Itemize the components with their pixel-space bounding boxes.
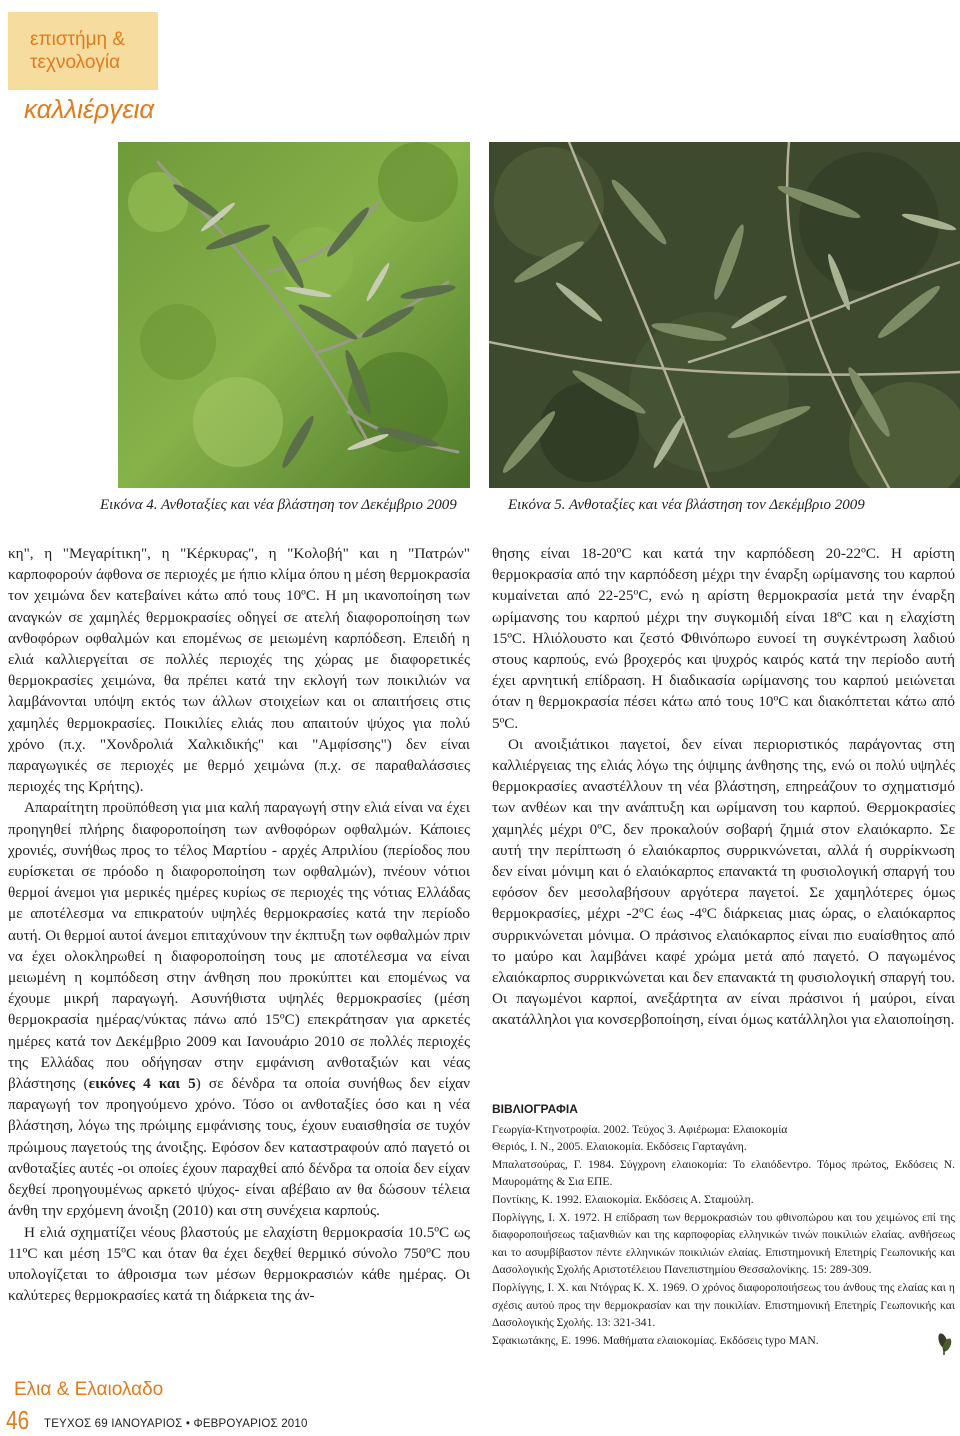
paragraph: Η ελιά σχηματίζει νέους βλαστούς με ελαχίστη θερμοκρασία 10.5ºC ως 11ºC και μέση 15ºC και όταν θα έχει δεχθεί θερμικό σύνολο 750ºC που υπολογίζεται το άθροισμα των μέσων θερμοκρασιών κάθε ημέρας. Οι καλύτερες θερμοκρασίες κατά τη διάρκεια της άν- bbox=[8, 1223, 470, 1305]
figure-4-caption: Εικόνα 4. Ανθοταξίες και νέα βλάστηση τον Δεκέμβριο 2009 bbox=[100, 497, 457, 513]
bibliography-entry: Πορλίγγης, Ι. Χ. και Ντόγρας Κ. Χ. 1969. Ο χρόνος διαφοροποιήσεως του άνθους της ελαίας και η σχέσις αυτού προς την θερμοκρασίαν και την ποικιλίαν. Επιστημονική Επετηρίς Γεωπονικής και Δασολογικής Σχολής. 13: 321-341. bbox=[492, 1280, 955, 1330]
figure-4-photo bbox=[118, 142, 470, 488]
bibliography-entry: Ποντίκης, Κ. 1992. Ελαιοκομία. Εκδόσεις Α. Σταμούλη. bbox=[492, 1192, 754, 1206]
section-label-line1: επιστήμη & bbox=[30, 29, 126, 50]
figure-5-caption: Εικόνα 5. Ανθοταξίες και νέα βλάστηση τον Δεκέμβριο 2009 bbox=[508, 497, 865, 513]
paragraph: κη", η "Μεγαρίτικη", η "Κέρκυρας", η "Κολοβή" και η "Πατρών" καρποφορούν άφθονα σε περιοχές με ήπιο κλίμα όπου η μέση θερμοκρασία τον χειμώνα δεν κατεβαίνει κάτω από τους 10ºC. Η μη ικανοποίηση των αναγκών σε χαμηλές θερμοκρασίες οδηγεί σε ατελή διαφοροποίηση των ανθοφόρων οφθαλμών και επομένως σε μειωμένη καρπόδεση. Επειδή η ελιά καλλιεργείται σε πολλές περιοχές της χώρας με διαφορετικές θερμοκρασίες χειμώνα, θα πρέπει κατά την εκλογή των ποικιλιών να λαμβάνονται υπόψη εκτός των άλλων στοιχείων και οι απαιτήσεις στις χαμηλές θερμοκρασίες. Ποικιλίες ελιάς που απαιτούν ψύχος για πολύ χρόνο (π.χ. "Χονδρολιά Χαλκιδικής" και "Αμφίσσης") δεν είναι παραγωγικές σε περιοχές με θερμό χειμώνα (π.χ. σε παραθαλάσσιες περιοχές της Κρήτης). bbox=[8, 545, 470, 796]
bibliography-title: ΒΙΒΛΙΟΓΡΑΦΙΑ bbox=[492, 1102, 578, 1116]
bibliography-entry: Γεωργία-Κτηνοτροφία. 2002. Τεύχος 3. Αφιέρωμα: Ελαιοκομία bbox=[492, 1122, 788, 1136]
bibliography-entry: Σφακιωτάκης, Ε. 1996. Μαθήματα ελαιοκομίας. Εκδόσεις typo MAN. bbox=[492, 1333, 819, 1347]
magazine-title: Ελια & Ελαιολαδο bbox=[14, 1379, 164, 1400]
section-label-box bbox=[8, 12, 158, 90]
olive-leaf-end-icon bbox=[934, 1332, 954, 1361]
paragraph bbox=[8, 797, 470, 1221]
bibliography-entry: Πορλίγγης, Ι. Χ. 1972. Η επίδραση των θερμοκρασιών του φθινοπώρου και του χειμώνος επί της διαφοροποιήσεως ταξιανθιών και της καρποφορίας ελληνικών τινών ποικιλιών ελαίας. ανθήσεως και το ασυμβίβαστον πέντε ελληνικών ποικιλιών ελαίας. Επιστημονική Επετηρίς Γεωπονικής και Δασολογικής Σχολής Αριστοτέλειου Πανεπιστημίου Θεσσαλονίκης. 15: 289-309. bbox=[492, 1210, 955, 1277]
subsection-title: καλλιέργεια bbox=[24, 94, 155, 124]
page-number: 46 bbox=[6, 1405, 30, 1435]
issue-info: ΤΕΥΧΟΣ 69 ΙΑΝΟΥΑΡΙΟΣ • ΦΕΒΡΟΥΑΡΙΟΣ 2010 bbox=[44, 1418, 308, 1430]
bibliography-entry: Θεριός, Ι. Ν., 2005. Ελαιοκομία. Εκδόσεις Γαρταγάνη. bbox=[492, 1140, 747, 1154]
bibliography bbox=[492, 1101, 955, 1349]
figure-reference: εικόνες 4 και 5 bbox=[88, 1075, 196, 1093]
paragraph: Οι ανοιξιάτικοι παγετοί, δεν είναι περιοριστικός παράγοντας στη καλλιέργειας της ελιάς λόγω της όψιμης άνθησης της, ενώ οι πολύ υψηλές θερμοκρασίες αναστέλλουν τη νέα βλάστηση, επηρεάζουν το σχηματισμό των ανθέων και την ανάπτυξη και ωρίμανση του καρπού. Θερμοκρασίες χαμηλές μέχρι 0ºC, δεν προκαλούν σοβαρή ζημιά στον ελαιόκαρπο. Σε αυτή την περίπτωση ό ελαιόκαρπος συρρικνώνεται, αλλά ή συρρίκνωση δεν είναι μόνιμη και ό ελαιόκαρπος επανακτά τη φυσιολογική σπαργή του εφόσον δεν μεσολαβήσουν αργότερα παγετοί. Σε χαμηλότερες όμως θερμοκρασίες, μέχρι -2ºC έως -4ºC διάρκειας μιας ώρας, ο ελαιόκαρπος συρρικνώνεται μόνιμα. Ο πράσινος ελαιόκαρπος είναι πιο ευαίσθητος από το μαύρο και λαμβάνει καφέ χρώμα μετά από παγετό. Ο παγωμένος ελαιόκαρπος συρρικνώνεται και δεν επανακτά τη φυσιολογική σπαργή του. Οι παγωμένοι καρποί, ανεξάρτητα αν είναι πράσινοι ή μαύροι, είναι ακατάλληλοι για κονσερβοποίηση, είναι όμως κατάλληλοι για ελαιοποίηση. bbox=[492, 735, 955, 1029]
paragraph-text: Απαραίτητη προϋπόθεση για μια καλή παραγωγή στην ελιά είναι να έχει προηγηθεί πλήρης διαφοροποίηση των ανθοφόρων οφθαλμών. Κάποιες χρονιές, συνήθως προς το τέλος Μαρτίου - αρχές Απριλίου (περίοδος που ευρίσκεται σε πρόοδο η διαφοροποίηση των οφθαλμών), πνέουν νότιοι θερμοί άνεμοι για μερικές ημέρες κυρίως σε περιοχές της νότιας Ελλάδας με αποτέλεσμα να επικρατούν υψηλές θερμοκρασίες κατά την περίοδο αυτή. Οι θερμοί αυτοί άνεμοι επιταχύνουν την έκπτυξη των οφθαλμών πριν να έχει ολοκληρωθεί η διαφοροποίηση τους με αποτέλεσμα να είναι μειωμένη η κομπόδεση στην άνθηση που προκύπτει και επομένως να έχουμε μικρή παραγωγή. Ασυνήθιστα υψηλές θερμοκρασίες (μέση θερμοκρασία ημέρας/νύκτας πάνω από 15ºC) επεκράτησαν για αρκετές ημέρες κατά τον Δεκέμβριο 2009 και Ιανουάριο 2010 σε πολλές περιοχές της Ελλάδας που οδήγησαν στην εμφάνιση ανθοταξιών και νέας βλάστησης ( bbox=[8, 799, 470, 1093]
paragraph-text: ) σε δένδρα τα οποία συνήθως δεν είχαν παραγωγή τον προηγούμενο χρόνο. Τόσο οι ανθοταξίες όσο και η νέα βλάστηση, λόγω της πρώιμης εμφάνισης τους, έχουν ευαισθησία σε τυχόν πρώιμους παγετούς της άνοιξης. Εφόσον δεν καταστραφούν από παγετό οι ανθοταξίες αυτές -οι οποίες έχουν παραχθεί από δένδρα τα οποία δεν είχαν δεχθεί προηγουμένως αρκετό ψύχος- είναι αβέβαιο αν θα δώσουν τέλεια άνθη την ερχόμενη άνοιξη (2010) και στη συνέχεια καρπούς. bbox=[8, 1075, 471, 1220]
section-label-line2: τεχνολογία bbox=[30, 52, 121, 73]
paragraph: θησης είναι 18-20ºC και κατά την καρπόδεση 20-22ºC. Η αρίστη θερμοκρασία από την καρπόδεση μέχρι την έναρξη ωρίμανσης του καρπού κυμαίνεται από 22-25ºC, ενώ η αρίστη θερμοκρασία μετά την έναρξη ωρίμανσης του καρπού μέχρι την συγκομιδή είναι 18ºC και η ελαχίστη 15ºC. Ηλιόλουστο και ζεστό Φθινόπωρο ευνοεί τη συγκέντρωση λαδιού στους καρπούς, ενώ βροχερός και ψυχρός καιρός κατά την περίοδο αυτή έχει αρνητική επίδραση. Η διαδικασία ωρίμανσης του καρπού μειώνεται όταν η θερμοκρασία πέσει κάτω από τους 10ºC και διακόπτεται κάτω από 5ºC. bbox=[492, 545, 955, 732]
left-text-column bbox=[8, 543, 470, 1306]
right-text-column bbox=[492, 543, 955, 1031]
bibliography-entry: Μπαλατσούρας, Γ. 1984. Σύγχρονη ελαιοκομία: Το ελαιόδεντρο. Τόμος πρώτος, Εκδόσεις Ν. Μαυρομάτης & Σια ΕΠΕ. bbox=[492, 1157, 955, 1189]
figure-5-photo bbox=[489, 142, 960, 488]
